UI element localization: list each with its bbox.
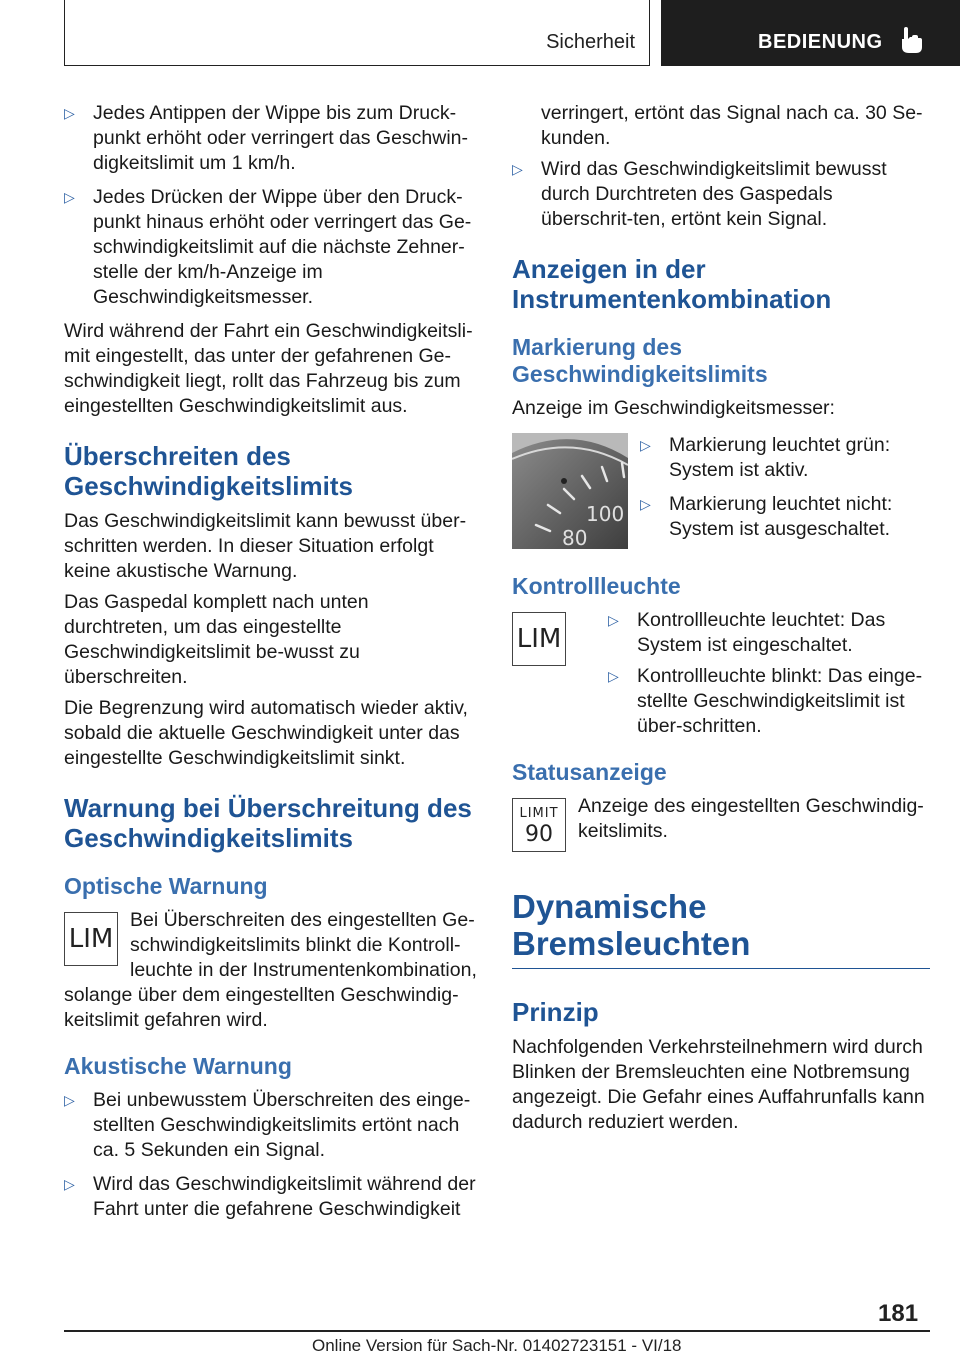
paragraph: Bei Überschreiten des eingestellten Ge-schwindigkeitslimits blinkt die Kontroll-leuchte in der Instrumentenkombination, [130,909,477,981]
triangle-bullet-icon: ▷ [640,496,651,512]
header-chapter-box [661,0,960,66]
page-number: 181 [878,1300,919,1327]
right-column [512,101,930,1141]
heading-kontrollleuchte: Kontrollleuchte [512,573,681,599]
wippe-bullet-list [64,101,478,310]
acoustic-bullet-list [64,1088,478,1222]
footer-divider [64,1330,930,1332]
mark-bullet-list [640,433,930,542]
list-item: ▷ Wird das Geschwindigkeitslimit bewusst durch Durchtreten des Gaspedals überschrit-ten, ertönt kein Signal. [512,158,887,230]
paragraph: Wird während der Fahrt ein Geschwindigkeitsli-mit eingestellt, das unter der gefahrenen Ge-schwindigkeit liegt, rollt das Fahrzeug bis zum eingestellten Geschwindigkeitslimit aus. [64,320,473,417]
heading-prinzip: Prinzip [512,997,599,1027]
paragraph: Anzeige des eingestellten Geschwindig-keitslimits. [578,795,924,842]
footer-version: Online Version für Sach-Nr. 01402723151 - VI/18 [312,1336,682,1355]
list-item: ▷ Markierung leuchtet nicht: System ist ausgeschaltet. [640,493,893,540]
speedometer-graphic [512,433,628,549]
optical-warning-block [64,908,478,983]
list-item: ▷ Markierung leuchtet grün: System ist aktiv. [640,434,891,481]
paragraph: Das Gaspedal komplett nach unten durchtreten, um das eingestellte Geschwindigkeitslimit be-wusst zu überschreiten. [64,591,369,688]
triangle-bullet-icon: ▷ [512,161,523,177]
list-item: ▷ Kontrollleuchte blinkt: Das einge-stellte Geschwindigkeitslimit ist über-schritten. [608,665,923,737]
paragraph: Anzeige im Geschwindigkeitsmesser: [512,397,835,419]
heading-optische-warnung: Optische Warnung [64,873,268,899]
limit-icon-value: 90 [525,822,553,847]
heading-markierung: Markierung des Geschwindigkeitslimits [512,334,768,387]
paragraph: Das Geschwindigkeitslimit kann bewusst über-schritten werden. In dieser Situation erfolgt keine akustische Warnung. [64,510,467,582]
signal-bullet-list [512,157,930,232]
speedometer-block [512,433,930,553]
triangle-bullet-icon: ▷ [640,437,651,453]
speed-label-100: 100 [586,502,625,526]
header-chapter-title: BEDIENUNG [758,31,883,53]
list-item: ▷ Wird das Geschwindigkeitslimit während der Fahrt unter die gefahrene Geschwindigkeit [64,1173,476,1220]
heading-ueberschreiten: Überschreiten des Geschwindigkeitslimits [64,441,353,501]
paragraph: Nachfolgenden Verkehrsteilnehmern wird durch Blinken der Bremsleuchten eine Notbremsung angezeigt. Die Gefahr eines Auffahrunfalls kann dadurch reduziert werden. [512,1036,925,1133]
header-section-box [64,0,650,66]
heading-anzeigen: Anzeigen in der Instrumentenkombination [512,254,832,314]
heading-dynamische-bremsleuchten: Dynamische Bremsleuchten [512,888,751,962]
list-item: ▷ Bei unbewusstem Überschreiten des einge-stellten Geschwindigkeitslimits ertönt nach ca. 5 Sekunden ein Signal. [64,1089,471,1161]
limit-icon-label: LIMIT [519,806,559,821]
speedometer-image [512,433,628,549]
heading-warnung: Warnung bei Überschreitung des Geschwindigkeitslimits [64,793,472,853]
paragraph: Die Begrenzung wird automatisch wieder aktiv, sobald die aktuelle Geschwindigkeit unter das eingestellte Geschwindigkeitslimit sinkt. [64,697,468,769]
heading-akustische-warnung: Akustische Warnung [64,1053,292,1079]
lim-indicator-icon: LIM [64,912,118,966]
triangle-bullet-icon: ▷ [64,1092,75,1108]
chapter-heading-wrap [512,888,930,969]
paragraph: solange über dem eingestellten Geschwindig-keitslimit gefahren wird. [64,984,459,1031]
status-display-block [512,794,930,854]
triangle-bullet-icon: ▷ [608,668,619,684]
header-section-title: Sicherheit [546,31,635,53]
list-item: ▷ Jedes Drücken der Wippe über den Druck-punkt hinaus erhöht oder verringert das Ge-schwindigkeitslimit auf die nächste Zehner-stelle der km/h-Anzeige im Geschwindigkeitsmesser. [64,186,472,308]
triangle-bullet-icon: ▷ [64,105,75,121]
left-column [64,101,478,1231]
list-item: ▷ Kontrollleuchte leuchtet: Das System ist eingeschaltet. [608,609,886,656]
control-light-block [512,608,930,739]
lim-indicator-icon: LIM [512,612,566,666]
triangle-bullet-icon: ▷ [64,189,75,205]
limit-90-icon [512,798,566,852]
triangle-bullet-icon: ▷ [64,1176,75,1192]
control-bullet-list [608,608,930,739]
speed-label-80: 80 [562,526,588,549]
triangle-bullet-icon: ▷ [608,612,619,628]
pointing-hand-icon [899,25,925,55]
heading-statusanzeige: Statusanzeige [512,759,667,785]
paragraph-continued: verringert, ertönt das Signal nach ca. 30 Se-kunden. [541,102,923,149]
list-item: ▷ Jedes Antippen der Wippe bis zum Druck-punkt erhöht oder verringert das Geschwin-digkeitslimit um 1 km/h. [64,102,469,174]
